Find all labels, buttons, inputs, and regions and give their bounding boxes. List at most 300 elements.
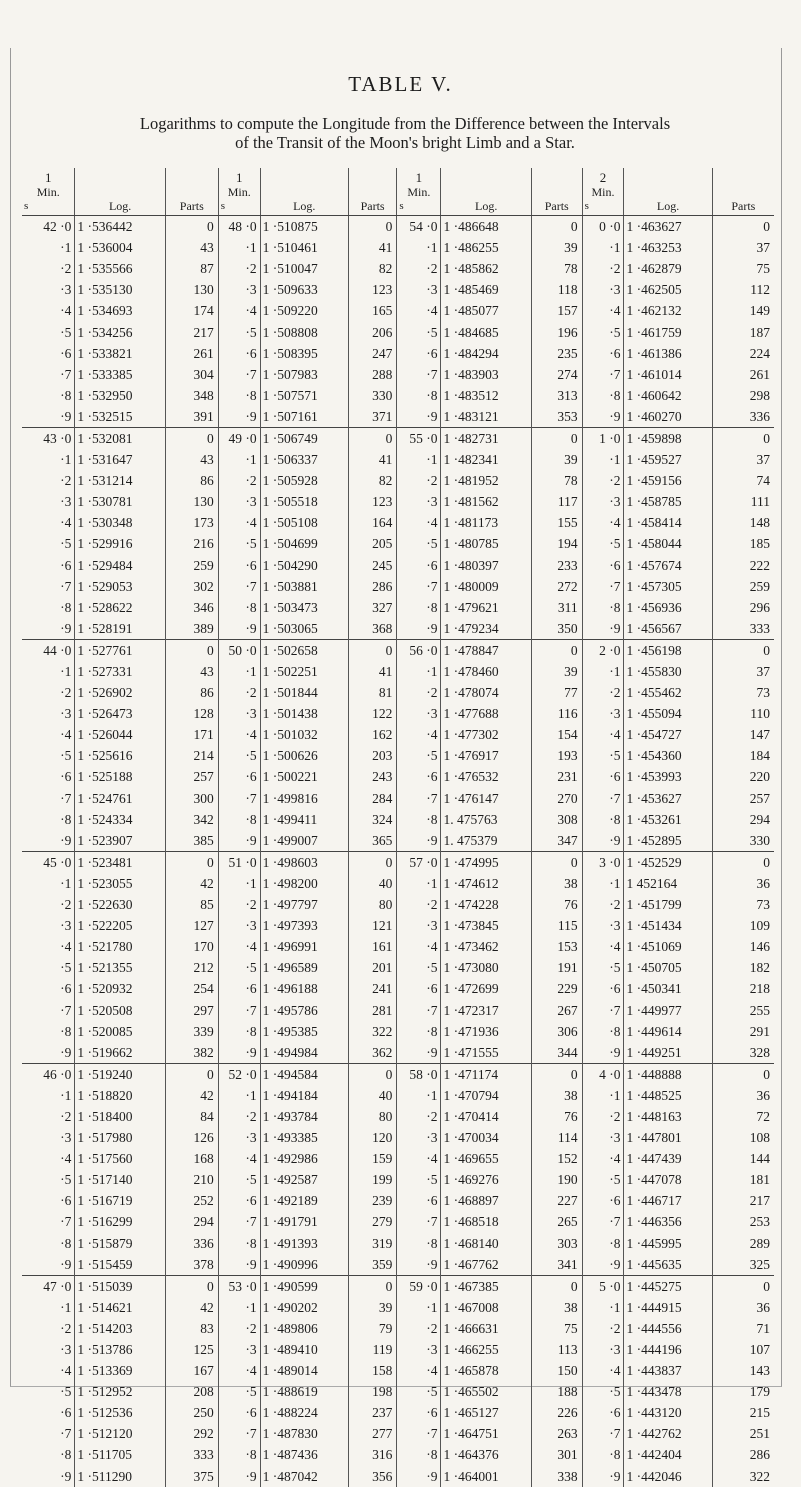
parts-cell: 353 xyxy=(531,406,582,428)
log-cell: 1 ·474995 xyxy=(441,851,531,873)
table-row xyxy=(22,1381,774,1402)
log-cell: 1 ·530781 xyxy=(75,491,165,512)
parts-cell: 277 xyxy=(348,1423,397,1444)
parts-cell: 347 xyxy=(531,830,582,852)
min-cell: ·2 xyxy=(397,258,441,279)
parts-cell: 185 xyxy=(712,533,774,554)
min-cell: ·9 xyxy=(397,406,441,428)
table-row xyxy=(22,873,774,894)
parts-cell: 78 xyxy=(531,470,582,491)
min-cell: ·7 xyxy=(582,1423,624,1444)
log-cell: 1 ·521780 xyxy=(75,936,165,957)
parts-cell: 161 xyxy=(348,936,397,957)
log-cell: 1 ·495786 xyxy=(260,999,348,1020)
log-cell: 1 ·487436 xyxy=(260,1444,348,1465)
table-row xyxy=(22,957,774,978)
table-row xyxy=(22,216,774,238)
min-cell: ·2 xyxy=(218,682,260,703)
parts-cell: 80 xyxy=(348,894,397,915)
parts-cell: 0 xyxy=(531,1275,582,1297)
table-row xyxy=(22,766,774,787)
log-cell: 1 ·444915 xyxy=(624,1297,712,1318)
parts-cell: 42 xyxy=(165,1297,218,1318)
min-cell: ·6 xyxy=(397,555,441,576)
parts-cell: 181 xyxy=(712,1169,774,1190)
parts-cell: 284 xyxy=(348,788,397,809)
min-cell: ·4 xyxy=(60,515,72,531)
log-cell: 1 ·501844 xyxy=(260,682,348,703)
parts-cell: 265 xyxy=(531,1211,582,1232)
min-cell: ·6 xyxy=(60,769,72,785)
subtitle-line-2: of the Transit of the Moon's bright Limb and a Star. xyxy=(235,133,575,152)
min-cell: ·7 xyxy=(218,576,260,597)
log-cell: 1 ·455830 xyxy=(624,661,712,682)
log-cell: 1 ·486648 xyxy=(441,216,531,238)
table-row xyxy=(22,639,774,661)
log-cell: 1 ·477302 xyxy=(441,724,531,745)
log-cell: 1 ·524334 xyxy=(75,809,165,830)
log-cell: 1 ·510047 xyxy=(260,258,348,279)
table-row xyxy=(22,1339,774,1360)
parts-cell: 168 xyxy=(165,1148,218,1169)
log-cell: 1 ·516719 xyxy=(75,1190,165,1211)
parts-cell: 116 xyxy=(531,703,582,724)
min-cell: ·9 xyxy=(218,830,260,852)
log-cell: 1 ·449251 xyxy=(624,1042,712,1064)
log-cell: 1 ·533821 xyxy=(75,343,165,364)
min-cell: ·1 xyxy=(60,664,72,680)
log-cell: 1 ·536004 xyxy=(75,237,165,258)
log-cell: 1 ·443120 xyxy=(624,1402,712,1423)
table-row xyxy=(22,703,774,724)
parts-cell: 286 xyxy=(712,1444,774,1465)
parts-cell: 198 xyxy=(348,1381,397,1402)
log-cell: 1 ·527761 xyxy=(75,639,165,661)
min-cell: ·2 xyxy=(397,470,441,491)
log-cell: 1 ·514621 xyxy=(75,1297,165,1318)
min-cell: ·6 xyxy=(397,1190,441,1211)
parts-cell: 0 xyxy=(712,851,774,873)
log-cell: 1 ·506749 xyxy=(260,427,348,449)
header-row xyxy=(22,168,774,216)
parts-cell: 0 xyxy=(712,427,774,449)
min-cell: ·6 xyxy=(218,555,260,576)
log-cell: 1 ·456936 xyxy=(624,597,712,618)
log-cell: 1 ·443837 xyxy=(624,1360,712,1381)
min-cell: ·4 xyxy=(218,300,260,321)
parts-cell: 385 xyxy=(165,830,218,852)
min-cell: ·7 xyxy=(60,1002,72,1018)
table-row xyxy=(22,555,774,576)
header-parts-3: Parts xyxy=(531,168,582,216)
min-cell: ·3 xyxy=(397,279,441,300)
log-cell: 1 ·454727 xyxy=(624,724,712,745)
parts-cell: 118 xyxy=(531,279,582,300)
parts-cell: 281 xyxy=(348,999,397,1020)
parts-cell: 84 xyxy=(165,1106,218,1127)
header-parts-1: Parts xyxy=(165,168,218,216)
min-cell: ·4 xyxy=(218,512,260,533)
min-cell: ·3 xyxy=(397,915,441,936)
parts-cell: 164 xyxy=(348,512,397,533)
min-cell: ·5 xyxy=(60,1172,72,1188)
min-cell: ·3 xyxy=(218,1339,260,1360)
log-cell: 1 ·494584 xyxy=(260,1063,348,1085)
min-cell: 42 ·0 xyxy=(43,219,72,235)
log-cell: 1 ·453993 xyxy=(624,766,712,787)
parts-cell: 112 xyxy=(712,279,774,300)
min-cell: ·3 xyxy=(397,1127,441,1148)
log-cell: 1 ·499411 xyxy=(260,809,348,830)
parts-cell: 252 xyxy=(165,1190,218,1211)
log-cell: 1 ·510875 xyxy=(260,216,348,238)
parts-cell: 127 xyxy=(165,915,218,936)
log-cell: 1 ·447439 xyxy=(624,1148,712,1169)
parts-cell: 274 xyxy=(531,364,582,385)
min-cell: ·8 xyxy=(60,599,72,615)
min-cell: ·4 xyxy=(60,1151,72,1167)
log-cell: 1 ·501438 xyxy=(260,703,348,724)
parts-cell: 267 xyxy=(531,999,582,1020)
table-body xyxy=(22,216,774,1487)
min-cell: ·7 xyxy=(218,364,260,385)
log-cell: 1 ·510461 xyxy=(260,237,348,258)
parts-cell: 316 xyxy=(348,1444,397,1465)
table-row xyxy=(22,406,774,428)
log-cell: 1 ·483121 xyxy=(441,406,531,428)
log-cell: 1 ·496991 xyxy=(260,936,348,957)
parts-cell: 83 xyxy=(165,1318,218,1339)
parts-cell: 40 xyxy=(348,1085,397,1106)
min-cell: ·5 xyxy=(218,745,260,766)
log-cell: 1 ·480009 xyxy=(441,576,531,597)
min-cell: ·4 xyxy=(218,936,260,957)
table-row xyxy=(22,1402,774,1423)
min-cell: ·4 xyxy=(60,939,72,955)
parts-cell: 125 xyxy=(165,1339,218,1360)
table-row xyxy=(22,745,774,766)
min-cell: 1 ·0 xyxy=(582,427,624,449)
table-row xyxy=(22,1190,774,1211)
parts-cell: 0 xyxy=(165,427,218,449)
min-cell: ·1 xyxy=(60,240,72,256)
log-cell: 1 ·458785 xyxy=(624,491,712,512)
parts-cell: 342 xyxy=(165,809,218,830)
header-log-2: Log. xyxy=(260,168,348,216)
header-log-3: Log. xyxy=(441,168,531,216)
table-row xyxy=(22,1211,774,1232)
table-row xyxy=(22,576,774,597)
log-cell: 1 ·487042 xyxy=(260,1466,348,1487)
parts-cell: 43 xyxy=(165,237,218,258)
min-cell: ·4 xyxy=(582,1148,624,1169)
parts-cell: 0 xyxy=(531,216,582,238)
min-cell: ·5 xyxy=(218,1381,260,1402)
min-cell: ·1 xyxy=(582,1297,624,1318)
parts-cell: 0 xyxy=(712,216,774,238)
min-cell: ·8 xyxy=(218,385,260,406)
min-cell: ·2 xyxy=(397,894,441,915)
parts-cell: 382 xyxy=(165,1042,218,1064)
min-cell: ·2 xyxy=(60,261,72,277)
table-row xyxy=(22,237,774,258)
min-cell: ·6 xyxy=(397,766,441,787)
log-cell: 1 ·462132 xyxy=(624,300,712,321)
min-cell: ·2 xyxy=(60,1108,72,1124)
min-cell: ·7 xyxy=(60,790,72,806)
parts-cell: 108 xyxy=(712,1127,774,1148)
log-cell: 1 ·505518 xyxy=(260,491,348,512)
min-cell: ·5 xyxy=(582,1169,624,1190)
log-cell: 1 ·529484 xyxy=(75,555,165,576)
log-cell: 1 ·458044 xyxy=(624,533,712,554)
parts-cell: 378 xyxy=(165,1254,218,1276)
parts-cell: 152 xyxy=(531,1148,582,1169)
table-row xyxy=(22,618,774,640)
min-cell: ·9 xyxy=(397,1042,441,1064)
table-row xyxy=(22,321,774,342)
log-cell: 1 ·464751 xyxy=(441,1423,531,1444)
parts-cell: 279 xyxy=(348,1211,397,1232)
log-cell: 1 ·470794 xyxy=(441,1085,531,1106)
min-cell: ·8 xyxy=(582,597,624,618)
min-cell: ·3 xyxy=(60,282,72,298)
parts-cell: 298 xyxy=(712,385,774,406)
min-cell: ·1 xyxy=(60,452,72,468)
parts-cell: 272 xyxy=(531,576,582,597)
log-cell: 1 ·535566 xyxy=(75,258,165,279)
table-row xyxy=(22,300,774,321)
min-cell: ·1 xyxy=(397,873,441,894)
parts-cell: 157 xyxy=(531,300,582,321)
min-cell: ·4 xyxy=(218,724,260,745)
min-cell: ·1 xyxy=(582,237,624,258)
min-cell: ·2 xyxy=(582,1318,624,1339)
log-cell: 1 ·522630 xyxy=(75,894,165,915)
parts-cell: 245 xyxy=(348,555,397,576)
parts-cell: 42 xyxy=(165,873,218,894)
parts-cell: 159 xyxy=(348,1148,397,1169)
parts-cell: 73 xyxy=(712,894,774,915)
log-cell: 1 ·499816 xyxy=(260,788,348,809)
min-cell: ·8 xyxy=(582,1444,624,1465)
parts-cell: 229 xyxy=(531,978,582,999)
log-cell: 1 ·447801 xyxy=(624,1127,712,1148)
log-cell: 1 ·523907 xyxy=(75,830,165,852)
log-cell: 1 ·527331 xyxy=(75,661,165,682)
min-cell: ·9 xyxy=(60,1468,72,1484)
parts-cell: 38 xyxy=(531,1085,582,1106)
min-cell: 52 ·0 xyxy=(218,1063,260,1085)
log-cell: 1 ·507161 xyxy=(260,406,348,428)
log-cell: 1. 475763 xyxy=(441,809,531,830)
log-cell: 1 ·486255 xyxy=(441,237,531,258)
parts-cell: 356 xyxy=(348,1466,397,1487)
min-cell: ·9 xyxy=(397,830,441,852)
parts-cell: 123 xyxy=(348,279,397,300)
min-cell: ·8 xyxy=(218,1233,260,1254)
parts-cell: 239 xyxy=(348,1190,397,1211)
parts-cell: 324 xyxy=(348,809,397,830)
parts-cell: 288 xyxy=(348,364,397,385)
min-cell: ·3 xyxy=(582,915,624,936)
log-cell: 1 ·525616 xyxy=(75,745,165,766)
log-cell: 1 ·534693 xyxy=(75,300,165,321)
log-cell: 1 ·469655 xyxy=(441,1148,531,1169)
log-cell: 1 ·478847 xyxy=(441,639,531,661)
log-cell: 1 ·468518 xyxy=(441,1211,531,1232)
log-cell: 1 ·530348 xyxy=(75,512,165,533)
min-cell: ·4 xyxy=(582,724,624,745)
min-cell: ·9 xyxy=(582,618,624,640)
parts-cell: 74 xyxy=(712,470,774,491)
parts-cell: 214 xyxy=(165,745,218,766)
min-cell: ·1 xyxy=(582,873,624,894)
parts-cell: 359 xyxy=(348,1254,397,1276)
min-cell: ·1 xyxy=(397,661,441,682)
table-row xyxy=(22,491,774,512)
parts-cell: 257 xyxy=(165,766,218,787)
min-cell: 2 ·0 xyxy=(582,639,624,661)
min-cell: ·4 xyxy=(218,1360,260,1381)
log-cell: 1 ·477688 xyxy=(441,703,531,724)
parts-cell: 217 xyxy=(165,321,218,342)
header-parts-4: Parts xyxy=(712,168,774,216)
min-cell: ·3 xyxy=(60,494,72,510)
min-cell: ·1 xyxy=(60,1087,72,1103)
log-cell: 1 ·446356 xyxy=(624,1211,712,1232)
log-cell: 1 ·455094 xyxy=(624,703,712,724)
min-cell: ·9 xyxy=(397,1466,441,1487)
parts-cell: 319 xyxy=(348,1233,397,1254)
parts-cell: 187 xyxy=(712,321,774,342)
min-cell: 56 ·0 xyxy=(397,639,441,661)
log-cell: 1 ·485469 xyxy=(441,279,531,300)
table-row xyxy=(22,999,774,1020)
log-cell: 1 ·519662 xyxy=(75,1042,165,1064)
parts-cell: 147 xyxy=(712,724,774,745)
table-row xyxy=(22,364,774,385)
log-cell: 1 ·463627 xyxy=(624,216,712,238)
log-cell: 1 ·508395 xyxy=(260,343,348,364)
min-cell: ·2 xyxy=(582,1106,624,1127)
parts-cell: 0 xyxy=(712,1063,774,1085)
parts-cell: 259 xyxy=(165,555,218,576)
parts-cell: 350 xyxy=(531,618,582,640)
log-cell: 1 ·488619 xyxy=(260,1381,348,1402)
log-cell: 1 ·484685 xyxy=(441,321,531,342)
log-cell: 1 ·478460 xyxy=(441,661,531,682)
parts-cell: 171 xyxy=(165,724,218,745)
parts-cell: 38 xyxy=(531,873,582,894)
min-cell: ·6 xyxy=(60,1405,72,1421)
min-cell: ·1 xyxy=(397,237,441,258)
parts-cell: 311 xyxy=(531,597,582,618)
parts-cell: 43 xyxy=(165,449,218,470)
parts-cell: 303 xyxy=(531,1233,582,1254)
log-cell: 1 ·512952 xyxy=(75,1381,165,1402)
table-row xyxy=(22,449,774,470)
min-cell: ·7 xyxy=(218,788,260,809)
log-cell: 1 ·473845 xyxy=(441,915,531,936)
min-cell: ·2 xyxy=(60,685,72,701)
parts-cell: 227 xyxy=(531,1190,582,1211)
log-cell: 1 ·508808 xyxy=(260,321,348,342)
parts-cell: 165 xyxy=(348,300,397,321)
min-cell: ·7 xyxy=(218,999,260,1020)
log-cell: 1 ·467385 xyxy=(441,1275,531,1297)
log-cell: 1 ·507571 xyxy=(260,385,348,406)
parts-cell: 182 xyxy=(712,957,774,978)
log-cell: 1 ·518400 xyxy=(75,1106,165,1127)
min-cell: ·5 xyxy=(397,957,441,978)
parts-cell: 37 xyxy=(712,661,774,682)
log-cell: 1 ·524761 xyxy=(75,788,165,809)
parts-cell: 0 xyxy=(348,1063,397,1085)
log-cell: 1 ·509220 xyxy=(260,300,348,321)
min-cell: ·3 xyxy=(60,706,72,722)
log-cell: 1 ·445635 xyxy=(624,1254,712,1276)
min-cell: ·5 xyxy=(60,748,72,764)
min-cell: ·2 xyxy=(397,1106,441,1127)
header-parts-2: Parts xyxy=(348,168,397,216)
log-cell: 1 ·502658 xyxy=(260,639,348,661)
min-cell: ·8 xyxy=(397,809,441,830)
table-row xyxy=(22,915,774,936)
parts-cell: 126 xyxy=(165,1127,218,1148)
min-cell: 53 ·0 xyxy=(218,1275,260,1297)
log-cell: 1 ·452895 xyxy=(624,830,712,852)
log-cell: 1 ·529916 xyxy=(75,533,165,554)
min-cell: ·4 xyxy=(60,1363,72,1379)
parts-cell: 42 xyxy=(165,1085,218,1106)
parts-cell: 203 xyxy=(348,745,397,766)
table-row xyxy=(22,1318,774,1339)
log-cell: 1 ·502251 xyxy=(260,661,348,682)
min-cell: ·6 xyxy=(60,345,72,361)
parts-cell: 333 xyxy=(712,618,774,640)
log-cell: 1 ·480397 xyxy=(441,555,531,576)
min-cell: ·4 xyxy=(60,303,72,319)
parts-cell: 296 xyxy=(712,597,774,618)
log-cell: 1 ·450341 xyxy=(624,978,712,999)
min-cell: ·9 xyxy=(582,830,624,852)
parts-cell: 206 xyxy=(348,321,397,342)
log-cell: 1 ·498200 xyxy=(260,873,348,894)
parts-cell: 365 xyxy=(348,830,397,852)
log-cell: 1 ·500221 xyxy=(260,766,348,787)
log-cell: 1 ·517560 xyxy=(75,1148,165,1169)
min-cell: ·5 xyxy=(218,957,260,978)
log-cell: 1 ·456567 xyxy=(624,618,712,640)
log-cell: 1 ·457674 xyxy=(624,555,712,576)
log-cell: 1 ·490202 xyxy=(260,1297,348,1318)
log-cell: 1 ·474612 xyxy=(441,873,531,894)
log-cell: 1 ·448888 xyxy=(624,1063,712,1085)
parts-cell: 82 xyxy=(348,258,397,279)
table-row xyxy=(22,936,774,957)
min-cell: ·5 xyxy=(218,533,260,554)
min-cell: ·5 xyxy=(60,324,72,340)
parts-cell: 327 xyxy=(348,597,397,618)
log-cell: 1 ·515879 xyxy=(75,1233,165,1254)
parts-cell: 291 xyxy=(712,1021,774,1042)
log-cell: 1 ·489410 xyxy=(260,1339,348,1360)
min-cell: 3 ·0 xyxy=(582,851,624,873)
log-cell: 1 ·520932 xyxy=(75,978,165,999)
log-cell: 1 ·466631 xyxy=(441,1318,531,1339)
header-log-4: Log. xyxy=(624,168,712,216)
